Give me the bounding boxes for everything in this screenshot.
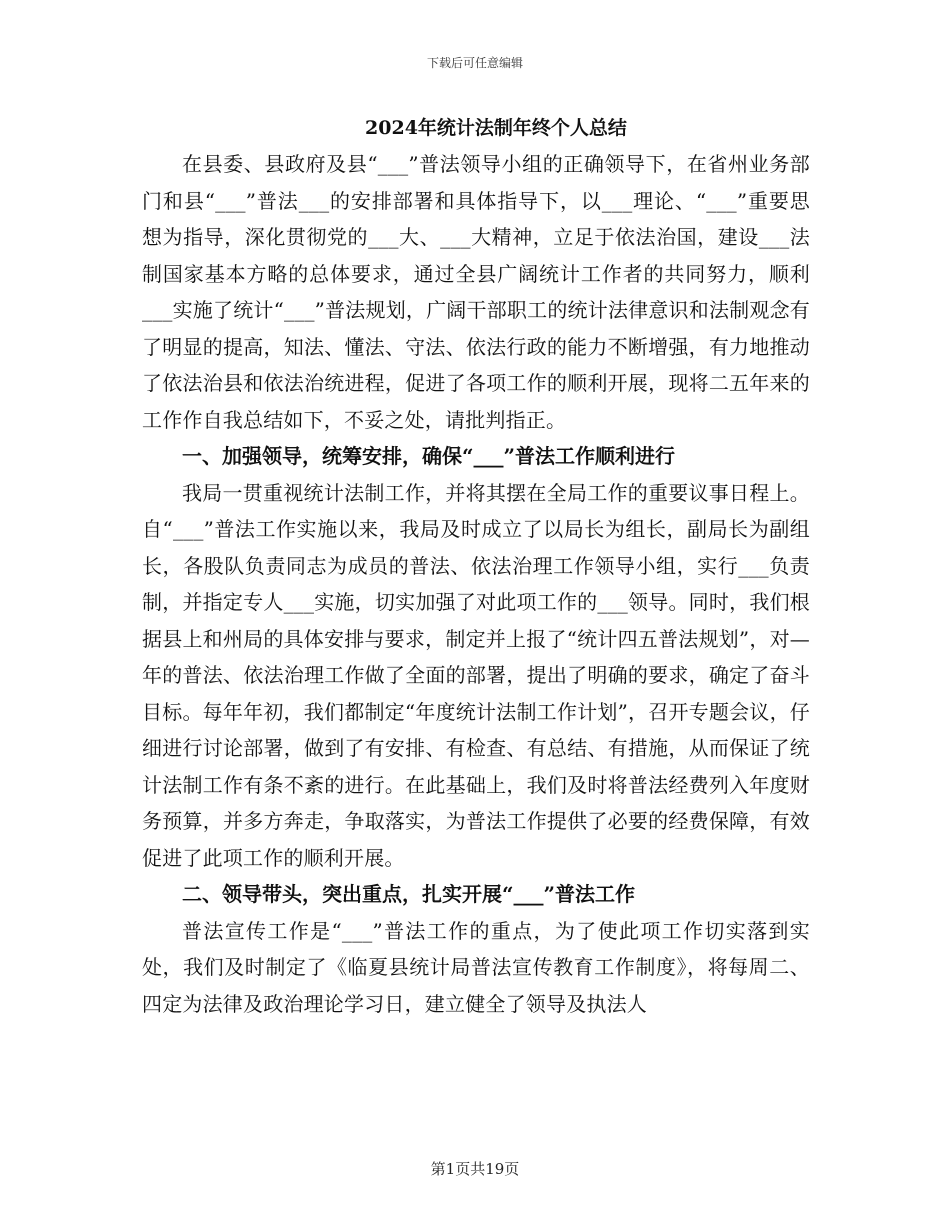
page-number-footer: 第1页共19页: [430, 1160, 520, 1178]
paragraph-section-2: 普法宣传工作是“___”普法工作的重点，为了使此项工作切实落到实处，我们及时制定了《临夏县统计局普法宣传教育工作制度》，将每周二、四定为法律及政治理论学习日，建立健全了领导及执法人: [142, 918, 810, 1016]
paragraph-intro: 在县委、县政府及县“___”普法领导小组的正确领导下，在省州业务部门和县“___”普法___的安排部署和具体指导下，以___理论、“___”重要思想为指导，深化贯彻党的___大、___大精神，立足于依法治国，建设___法制国家基本方略的总体要求，通过全县广阔统计工作者的共同努力，顺利___实施了统计“___”普法规划，广阔干部职工的统计法律意识和法制观念有了明显的提高，知法、懂法、守法、依法行政的能力不断增强，有力地推动了依法治县和依法治统进程，促进了各项工作的顺利开展，现将二五年来的工作作自我总结如下，不妥之处，请批判指正。: [142, 152, 810, 432]
section-heading-1: 一、加强领导，统筹安排，确保“___”普法工作顺利进行: [182, 444, 676, 468]
header-note: 下载后可任意编辑: [426, 56, 523, 70]
paragraph-section-1: 我局一贯重视统计法制工作，并将其摆在全局工作的重要议事日程上。自“___”普法工作实施以来，我局及时成立了以局长为组长，副局长为副组长，各股队负责同志为成员的普法、依法治理工作领导小组，实行___负责制，并指定专人___实施，切实加强了对此项工作的___领导。同时，我们根据县上和州局的具体安排与要求，制定并上报了“统计四五普法规划”，对—年的普法、依法治理工作做了全面的部署，提出了明确的要求，确定了奋斗目标。每年年初，我们都制定“年度统计法制工作计划”，召开专题会议，仔细进行讨论部署，做到了有安排、有检查、有总结、有措施，从而保证了统计法制工作有条不紊的进行。在此基础上，我们及时将普法经费列入年度财务预算，并多方奔走，争取落实，为普法工作提供了必要的经费保障，有效促进了此项工作的顺利开展。: [142, 480, 810, 870]
document-title: 2024年统计法制年终个人总结: [365, 117, 627, 139]
section-heading-2: 二、领导带头，突出重点，扎实开展“___”普法工作: [182, 882, 636, 906]
document-body: [142, 110, 810, 1022]
